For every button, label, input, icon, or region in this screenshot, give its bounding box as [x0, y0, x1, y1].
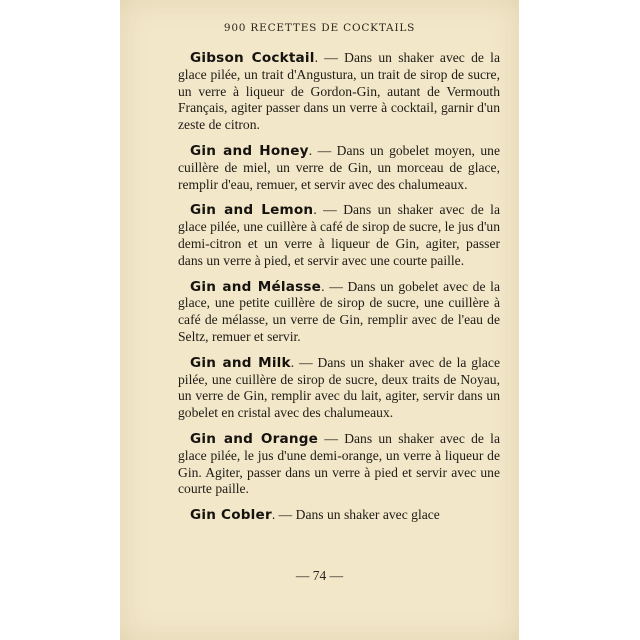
recipe-entry: [178, 431, 500, 498]
recipe-title: Gin and Milk: [190, 354, 291, 371]
recipe-text: — Dans un shaker avec de la glace pilée, le jus d'une demi-orange, un verre à liqueur de Gin. Agiter, passer dans un verre à pied et servir avec une courte paille.: [178, 430, 500, 497]
recipe-title: Gin and Lemon: [190, 202, 314, 219]
recipe-text: . — Dans un shaker avec glace: [271, 507, 440, 523]
running-title: 900 RECETTES DE COCKTAILS: [223, 22, 416, 34]
recipe-text: . — Dans un gobelet moyen, une cuillère de miel, un verre de Gin, un morceau de glace, remplir d'eau, remuer, et servir avec des chalumeaux.: [178, 142, 500, 192]
book-page: [120, 0, 519, 640]
recipe-title: Gin and Orange: [190, 430, 319, 447]
page-number: — 74 —: [295, 568, 344, 583]
recipe-text: . — Dans un gobelet avec de la glace, une petite cuillère de sirop de sucre, une cuillère à café de mélasse, un verre de Gin, remplir avec de l'eau de Seltz, remuer et servir.: [178, 278, 500, 344]
recipe-list: [178, 50, 500, 524]
recipe-entry: [178, 202, 500, 269]
recipe-title: Gin and Mélasse: [190, 278, 322, 295]
recipe-title: Gibson Cocktail: [190, 50, 315, 66]
recipe-entry: [178, 50, 500, 134]
recipe-entry: [178, 355, 500, 422]
recipe-entry: [178, 143, 500, 193]
recipe-title: Gin and Honey: [190, 142, 309, 159]
recipe-text: . — Dans un shaker avec de la glace pilée, une cuillère à café de sirop de sucre, le jus d'un demi-citron et un verre à liqueur de Gin, agiter, passer dans un verre à pied, et servir avec une courte paille.: [178, 202, 500, 268]
recipe-text: . — Dans un shaker avec de la glace pilée, un trait d'Angustura, un trait de sirop de sucre, un verre à liqueur de Gordon-Gin, autant de Vermouth Français, agiter passer dans un verre à cocktail, garnir d'un zeste de citron.: [178, 50, 500, 133]
recipe-entry: [178, 507, 500, 524]
recipe-text: . — Dans un shaker avec de la glace pilée, une cuillère de sirop de sucre, deux traits de Noyau, un verre de Gin, remplir avec du lait, agiter, servir dans un gobelet en cristal avec des chalumeaux.: [178, 354, 500, 421]
recipe-entry: [178, 279, 500, 346]
recipe-title: Gin Cobler: [190, 507, 272, 524]
